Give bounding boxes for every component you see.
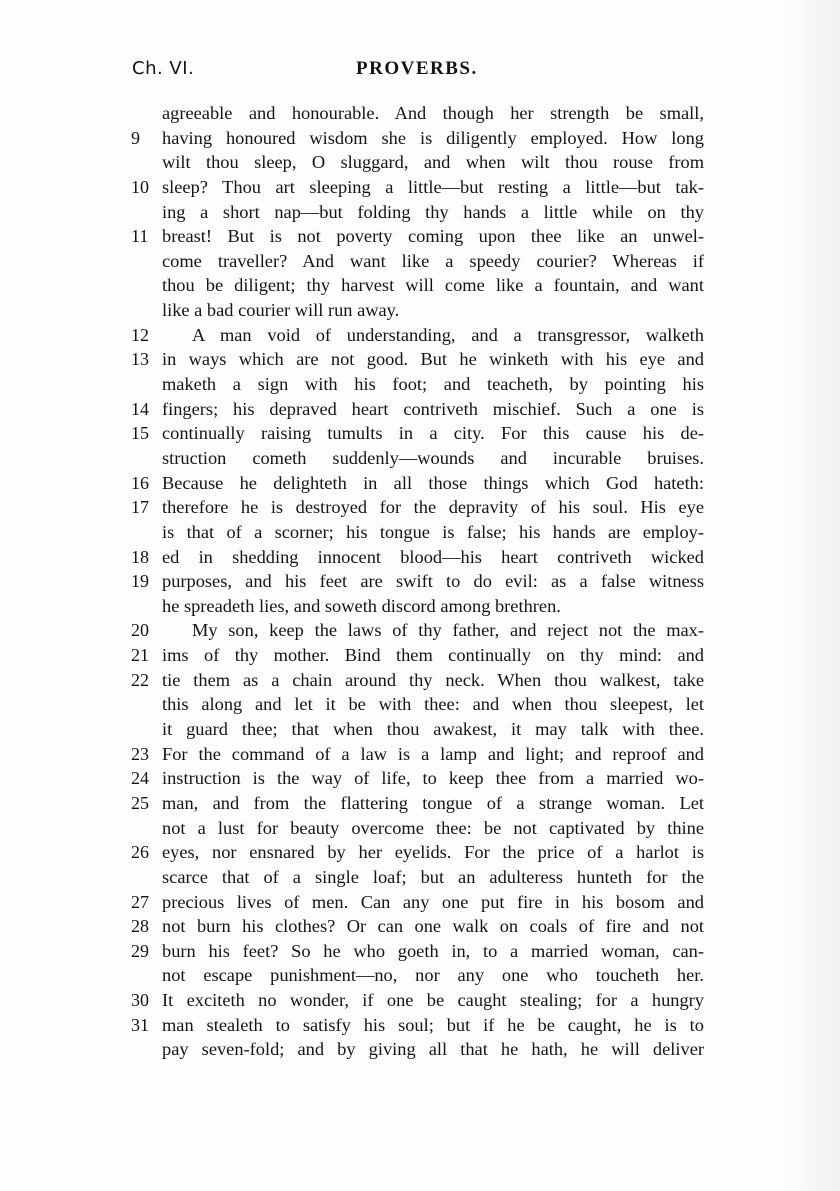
text-line <box>0 939 840 964</box>
line-text: burn his feet? So he who goeth in, to a married woman, can- <box>162 940 704 961</box>
verse-number: 12 <box>131 324 149 345</box>
line-text: precious lives of men. Can any one put fire in his bosom and <box>162 891 704 912</box>
running-header <box>132 58 710 88</box>
line-text: My son, keep the laws of thy father, and reject not the max- <box>192 620 704 641</box>
line-text: instruction is the way of life, to keep thee from a married wo- <box>162 768 704 789</box>
text-line <box>0 914 840 939</box>
text-line <box>0 1013 840 1038</box>
line-text: wilt thou sleep, O sluggard, and when wilt thou rouse from <box>162 152 704 173</box>
verse-number: 19 <box>131 571 149 592</box>
text-line <box>0 200 840 225</box>
line-text: ing a short nap—but folding thy hands a little while on thy <box>162 201 704 222</box>
verse-number: 30 <box>131 990 149 1011</box>
line-text: man stealeth to satisfy his soul; but if he be caught, he is to <box>162 1014 704 1035</box>
text-line <box>0 323 840 348</box>
text-line <box>0 175 840 200</box>
text-line <box>0 273 840 298</box>
text-line <box>0 618 840 643</box>
text-line <box>0 446 840 471</box>
text-line <box>0 643 840 668</box>
line-text: fingers; his depraved heart contriveth mischief. Such a one is <box>162 398 704 419</box>
line-text: pay seven-fold; and by giving all that he hath, he will deliver <box>162 1039 704 1060</box>
line-text: it guard thee; that when thou awakest, it may talk with thee. <box>162 719 704 740</box>
verse-number: 23 <box>131 743 149 764</box>
verse-number: 21 <box>131 645 149 666</box>
line-text: is that of a scorner; his tongue is false; his hands are employ- <box>162 521 704 542</box>
line-text: struction cometh suddenly—wounds and incurable bruises. <box>162 447 704 468</box>
verse-number: 31 <box>131 1014 149 1035</box>
text-line <box>0 397 840 422</box>
text-line <box>0 791 840 816</box>
line-text: continually raising tumults in a city. For this cause his de- <box>162 423 704 444</box>
line-text: sleep? Thou art sleeping a little—but resting a little—but tak- <box>162 176 704 197</box>
text-line <box>0 1037 840 1062</box>
line-text: ed in shedding innocent blood—his heart contriveth wicked <box>162 546 704 567</box>
line-text: A man void of understanding, and a transgressor, walketh <box>192 324 704 345</box>
text-line <box>0 865 840 890</box>
line-text: thou be diligent; thy harvest will come like a fountain, and want <box>162 275 704 296</box>
verse-number: 14 <box>131 398 149 419</box>
verse-number: 24 <box>131 768 149 789</box>
text-line <box>0 840 840 865</box>
verse-number: 11 <box>131 226 149 247</box>
text-line <box>0 372 840 397</box>
book-title: PROVERBS. <box>356 58 478 79</box>
text-line <box>0 347 840 372</box>
line-text: having honoured wisdom she is diligently employed. How long <box>162 127 704 148</box>
text-line <box>0 569 840 594</box>
line-text: man, and from the flattering tongue of a strange woman. Let <box>162 792 704 813</box>
line-text: therefore he is destroyed for the depravity of his soul. His eye <box>162 497 704 518</box>
line-text: ims of thy mother. Bind them continually on thy mind: and <box>162 645 704 666</box>
verse-number: 22 <box>131 669 149 690</box>
line-text: It exciteth no wonder, if one be caught stealing; for a hungry <box>162 990 704 1011</box>
line-text: come traveller? And want like a speedy courier? Whereas if <box>162 250 704 271</box>
verse-number: 26 <box>131 842 149 863</box>
verse-number: 13 <box>131 349 149 370</box>
text-line <box>0 668 840 693</box>
verse-number: 10 <box>131 176 149 197</box>
line-text: breast! But is not poverty coming upon thee like an unwel- <box>162 226 704 247</box>
verse-number: 28 <box>131 916 149 937</box>
line-text: purposes, and his feet are swift to do evil: as a false witness <box>162 571 704 592</box>
text-line <box>0 101 840 126</box>
line-text: tie them as a chain around thy neck. When thou walkest, take <box>162 669 704 690</box>
text-line <box>0 298 840 323</box>
line-text: he spreadeth lies, and soweth discord among brethren. <box>162 595 561 616</box>
line-text: agreeable and honourable. And though her strength be small, <box>162 103 704 123</box>
text-line <box>0 717 840 742</box>
text-line <box>0 150 840 175</box>
verse-number: 17 <box>131 497 149 518</box>
text-line <box>0 421 840 446</box>
text-line <box>0 742 840 767</box>
verse-number: 9 <box>131 127 140 148</box>
verse-number: 15 <box>131 423 149 444</box>
line-text: Because he delighteth in all those things which God hateth: <box>162 472 704 493</box>
text-line <box>0 545 840 570</box>
line-text: this along and let it be with thee: and when thou sleepest, let <box>162 694 704 715</box>
text-line <box>0 692 840 717</box>
verse-number: 29 <box>131 940 149 961</box>
text-line <box>0 766 840 791</box>
line-text: not a lust for beauty overcome thee: be not captivated by thine <box>162 817 704 838</box>
line-text: eyes, nor ensnared by her eyelids. For the price of a harlot is <box>162 842 704 863</box>
text-line <box>0 890 840 915</box>
text-line <box>0 988 840 1013</box>
line-text: like a bad courier will run away. <box>162 300 400 321</box>
line-text: For the command of a law is a lamp and light; and reproof and <box>162 743 704 764</box>
verse-number: 25 <box>131 792 149 813</box>
text-line <box>0 126 840 151</box>
verse-number: 18 <box>131 546 149 567</box>
line-text: not burn his clothes? Or can one walk on coals of fire and not <box>162 916 704 937</box>
text-line <box>0 520 840 545</box>
text-line <box>0 471 840 496</box>
verse-number: 27 <box>131 891 149 912</box>
text-line <box>0 224 840 249</box>
chapter-label: Ch. VI. <box>132 58 195 79</box>
line-text: not escape punishment—no, nor any one who toucheth her. <box>162 965 704 986</box>
line-text: in ways which are not good. But he winketh with his eye and <box>162 349 704 370</box>
text-line <box>0 594 840 619</box>
text-body <box>0 101 840 1062</box>
text-line <box>0 963 840 988</box>
text-line <box>0 816 840 841</box>
line-text: scarce that of a single loaf; but an adulteress hunteth for the <box>162 866 704 887</box>
text-line <box>0 495 840 520</box>
line-text: maketh a sign with his foot; and teacheth, by pointing his <box>162 374 704 395</box>
verse-number: 16 <box>131 472 149 493</box>
verse-number: 20 <box>131 620 149 641</box>
text-line <box>0 249 840 274</box>
